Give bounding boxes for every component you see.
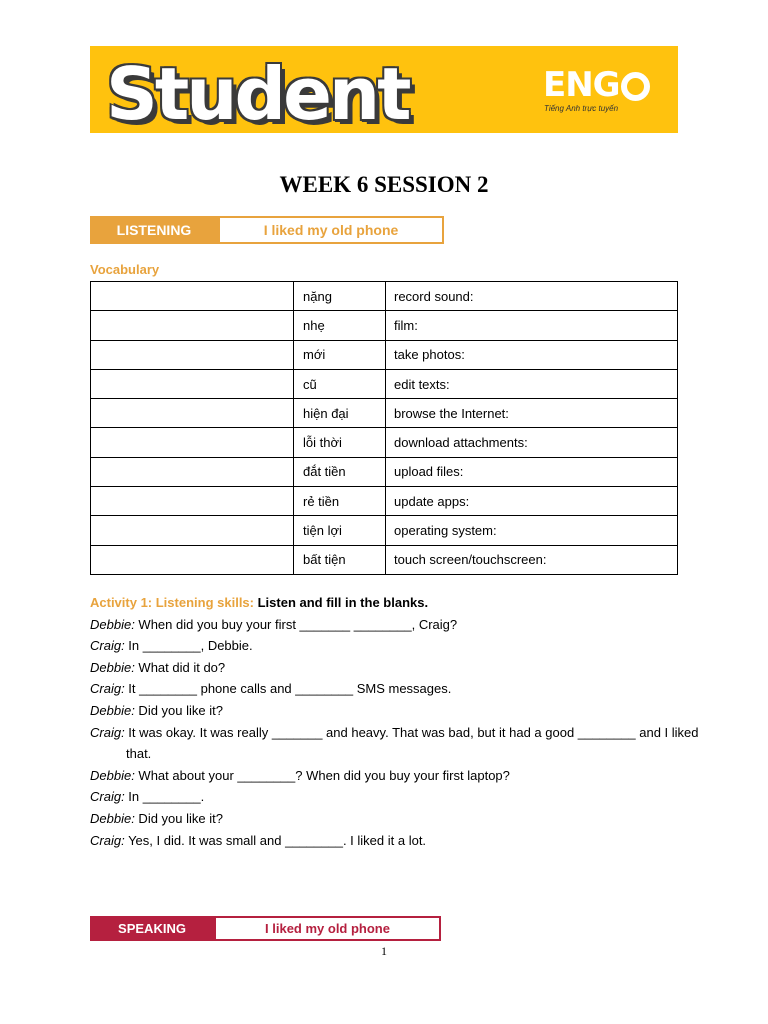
table-row xyxy=(91,487,678,516)
vocabulary-label: Vocabulary xyxy=(90,262,160,277)
answer-cell xyxy=(91,282,294,311)
speaker-name: Debbie: xyxy=(90,616,135,632)
vietnamese-word-cell: mới xyxy=(294,340,386,369)
dialogue-text: It ________ phone calls and ________ SMS messages. xyxy=(124,681,452,697)
listening-section-bar xyxy=(90,216,444,244)
speaker-name: Debbie: xyxy=(90,659,135,675)
activity-heading xyxy=(90,592,700,614)
speaker-name: Craig: xyxy=(90,724,125,740)
table-row xyxy=(91,311,678,340)
vietnamese-word-cell: đắt tiền xyxy=(294,457,386,486)
speaking-tag: SPEAKING xyxy=(90,916,214,941)
speaker-name: Craig: xyxy=(90,681,125,697)
dialogue xyxy=(90,614,700,852)
table-row xyxy=(91,545,678,574)
vocabulary-table xyxy=(90,281,678,575)
vietnamese-word-cell: bất tiện xyxy=(294,545,386,574)
answer-cell xyxy=(91,428,294,457)
dialogue-text: What did it do? xyxy=(134,659,226,675)
speaker-name: Debbie: xyxy=(90,767,135,783)
table-row xyxy=(91,282,678,311)
english-term-cell: download attachments: xyxy=(386,428,678,457)
dialogue-line xyxy=(90,700,700,722)
english-term-cell: update apps: xyxy=(386,487,678,516)
speaker-name: Craig: xyxy=(90,638,125,654)
dialogue-line xyxy=(90,614,700,636)
table-row xyxy=(91,428,678,457)
table-row xyxy=(91,516,678,545)
answer-cell xyxy=(91,516,294,545)
vietnamese-word-cell: rẻ tiền xyxy=(294,487,386,516)
dialogue-line xyxy=(90,808,700,830)
dialogue-line xyxy=(90,635,700,657)
dialogue-text: What about your ________? When did you buy your first laptop? xyxy=(134,767,510,783)
page-title: WEEK 6 SESSION 2 xyxy=(279,172,489,197)
activity-1 xyxy=(90,592,700,851)
listening-tag: LISTENING xyxy=(90,216,218,244)
dialogue-text: Yes, I did. It was small and ________. I liked it a lot. xyxy=(124,832,427,848)
listening-topic: I liked my old phone xyxy=(218,216,444,244)
vietnamese-word-cell: tiện lợi xyxy=(294,516,386,545)
speaker-name: Debbie: xyxy=(90,702,135,718)
dialogue-text: It was okay. It was really _______ and heavy. That was bad, but it had a good ________ and I liked that. xyxy=(124,724,699,762)
dialogue-text: When did you buy your first _______ ________, Craig? xyxy=(134,616,458,632)
table-row xyxy=(91,369,678,398)
answer-cell xyxy=(91,340,294,369)
vietnamese-word-cell: nặng xyxy=(294,282,386,311)
dialogue-line xyxy=(90,830,700,852)
english-term-cell: take photos: xyxy=(386,340,678,369)
logo-o-icon xyxy=(621,72,650,101)
logo-tagline: Tiếng Anh trực tuyến xyxy=(544,104,619,113)
page-number: 1 xyxy=(381,944,387,958)
student-title: Student xyxy=(106,52,409,133)
dialogue-text: Did you like it? xyxy=(134,810,223,826)
answer-cell xyxy=(91,545,294,574)
speaker-name: Debbie: xyxy=(90,810,135,826)
speaker-name: Craig: xyxy=(90,832,125,848)
vietnamese-word-cell: cũ xyxy=(294,369,386,398)
english-term-cell: browse the Internet: xyxy=(386,399,678,428)
answer-cell xyxy=(91,487,294,516)
table-row xyxy=(91,399,678,428)
dialogue-text: In ________, Debbie. xyxy=(124,638,253,654)
engo-logo xyxy=(543,65,650,113)
activity-title: Activity 1: Listening skills: xyxy=(90,595,254,610)
dialogue-line xyxy=(90,657,700,679)
header-banner xyxy=(90,46,678,133)
dialogue-text: In ________. xyxy=(124,789,205,805)
activity-instruction: Listen and fill in the blanks. xyxy=(254,595,429,610)
english-term-cell: film: xyxy=(386,311,678,340)
vietnamese-word-cell: lỗi thời xyxy=(294,428,386,457)
table-row xyxy=(91,340,678,369)
logo-text: ENG xyxy=(543,65,620,105)
answer-cell xyxy=(91,311,294,340)
answer-cell xyxy=(91,457,294,486)
table-row xyxy=(91,457,678,486)
english-term-cell: operating system: xyxy=(386,516,678,545)
dialogue-text: Did you like it? xyxy=(134,702,223,718)
speaking-section-bar xyxy=(90,916,441,941)
answer-cell xyxy=(91,399,294,428)
vietnamese-word-cell: nhẹ xyxy=(294,311,386,340)
speaking-topic: I liked my old phone xyxy=(214,916,441,941)
dialogue-line xyxy=(90,722,700,765)
dialogue-line xyxy=(90,786,700,808)
dialogue-line xyxy=(90,765,700,787)
english-term-cell: record sound: xyxy=(386,282,678,311)
english-term-cell: upload files: xyxy=(386,457,678,486)
english-term-cell: edit texts: xyxy=(386,369,678,398)
answer-cell xyxy=(91,369,294,398)
english-term-cell: touch screen/touchscreen: xyxy=(386,545,678,574)
speaker-name: Craig: xyxy=(90,789,125,805)
dialogue-line xyxy=(90,678,700,700)
vietnamese-word-cell: hiện đại xyxy=(294,399,386,428)
